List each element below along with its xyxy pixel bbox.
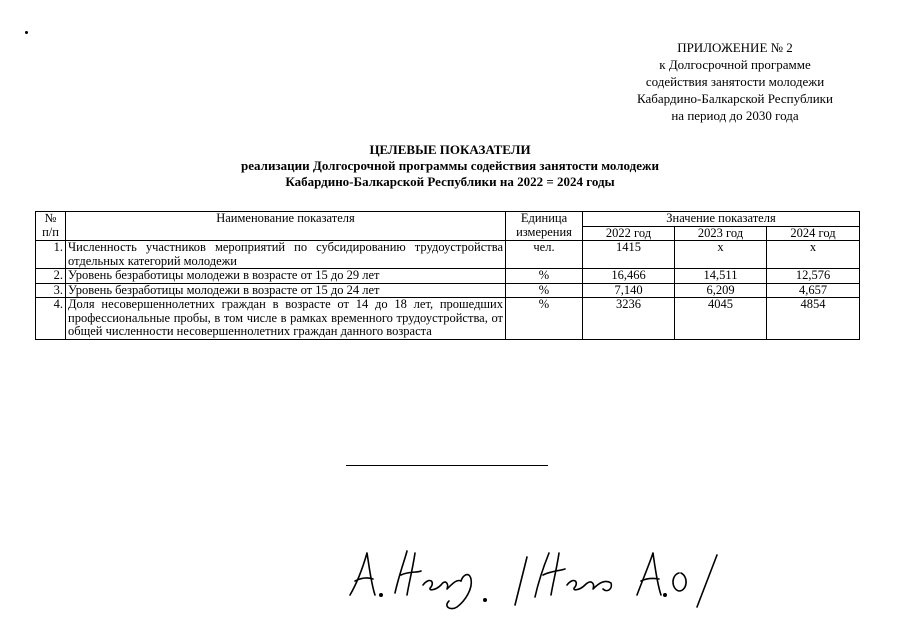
appendix-line: содействия занятости молодежи [645, 74, 825, 89]
indicator-name: Уровень безработицы молодежи в возрасте от 15 до 29 лет [66, 269, 506, 284]
appendix-line: Кабардино-Балкарской Республики [637, 91, 833, 106]
appendix-header [590, 39, 880, 124]
row-number: 4. [36, 298, 66, 340]
indicator-value-2024: 4,657 [767, 283, 860, 298]
row-number: 1. [36, 241, 66, 269]
column-header-year: 2023 год [675, 226, 767, 241]
appendix-line: к Долгосрочной программе [659, 57, 811, 72]
indicator-unit: % [506, 269, 583, 284]
column-header-name: Наименование показателя [66, 212, 506, 241]
indicator-unit: % [506, 298, 583, 340]
indicator-value-2024: 12,576 [767, 269, 860, 284]
handwritten-signature [345, 545, 725, 620]
indicator-name: Численность участников мероприятий по субсидированию трудоустройства отдельных категорий молодежи [66, 241, 506, 269]
indicator-value-2024: х [767, 241, 860, 269]
table-header-row [36, 212, 860, 227]
column-header-number: № п/п [36, 212, 66, 241]
separator-line [346, 465, 548, 466]
indicator-value-2022: 16,466 [583, 269, 675, 284]
table-row [36, 298, 860, 340]
indicator-unit: чел. [506, 241, 583, 269]
row-number: 2. [36, 269, 66, 284]
subtitle-line: реализации Долгосрочной программы содействия занятости молодежи [241, 158, 659, 173]
indicator-name: Доля несовершеннолетних граждан в возрасте от 14 до 18 лет, прошедших профессиональные пробы, в том числе в рамках временного трудоустройства, от общей численности несовершеннолетних граждан данного возраста [66, 298, 506, 340]
indicator-value-2022: 3236 [583, 298, 675, 340]
indicator-value-2023: х [675, 241, 767, 269]
table-row [36, 283, 860, 298]
indicator-value-2023: 14,511 [675, 269, 767, 284]
indicator-name: Уровень безработицы молодежи в возрасте от 15 до 24 лет [66, 283, 506, 298]
indicator-value-2022: 7,140 [583, 283, 675, 298]
table-row [36, 269, 860, 284]
indicator-value-2024: 4854 [767, 298, 860, 340]
column-header-year: 2022 год [583, 226, 675, 241]
column-header-values: Значение показателя [583, 212, 860, 227]
row-number: 3. [36, 283, 66, 298]
indicator-value-2022: 1415 [583, 241, 675, 269]
indicator-unit: % [506, 283, 583, 298]
subtitle-line: Кабардино-Балкарской Республики на 2022 = 2024 годы [285, 174, 615, 189]
svg-text:А. Неанб /Неанб А.О/: А. Неанб /Неанб А.О/ [345, 619, 355, 620]
indicators-table [35, 211, 860, 340]
column-header-unit: Единица измерения [506, 212, 583, 241]
scan-dot-mark [25, 31, 28, 34]
appendix-line: на период до 2030 года [671, 108, 799, 123]
indicator-value-2023: 4045 [675, 298, 767, 340]
title-line: ЦЕЛЕВЫЕ ПОКАЗАТЕЛИ [369, 142, 531, 157]
table-row [36, 241, 860, 269]
column-header-year: 2024 год [767, 226, 860, 241]
document-title [120, 142, 780, 190]
indicator-value-2023: 6,209 [675, 283, 767, 298]
appendix-line: ПРИЛОЖЕНИЕ № 2 [677, 40, 793, 55]
